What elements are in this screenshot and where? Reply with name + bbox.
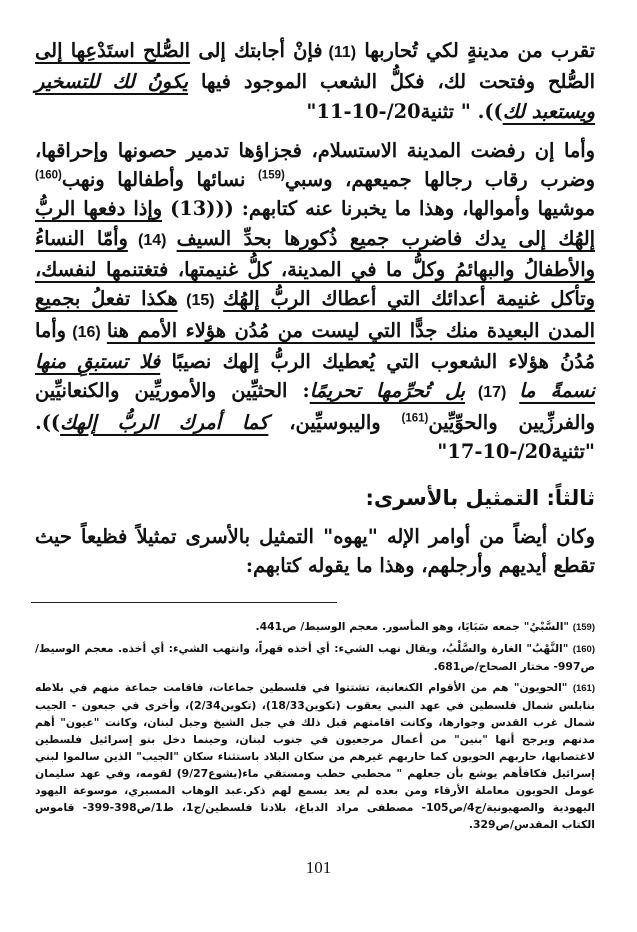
page-number: 101 [305, 858, 332, 877]
footnote-161 [35, 679, 595, 833]
text-segment: واليبوسيِّين، [268, 410, 402, 434]
footnote-marker: (161) [401, 412, 429, 425]
text-segment: يكونُ لك للتسخير ويستعبد لك [35, 70, 595, 123]
footnote-marker: (160) [35, 169, 62, 182]
text-segment: )). "تثنية20/-10-17" [35, 410, 595, 463]
footnote-159 [35, 618, 595, 636]
section-heading: ثالثاً: التمثيل بالأسرى: [365, 486, 595, 511]
text-segment: موشيها وأموالها، وهذا ما يخبرنا عنه كتابهم: (((13) [162, 197, 596, 221]
paragraph-3: وكان أيضاً من أوامر الإله "يهوه" التمثيل بالأسرى تمثيلاً فظيعاً حيث تقطع أيديهم وأرجلهم، وهذا ما يقوله كتابهم: [35, 525, 595, 578]
text-segment: فإنْ أجابتك إلى [190, 39, 323, 62]
footnote-marker: (159) [257, 169, 285, 182]
text-segment: وأما إن رفضت المدينة الاستسلام، فجزاؤها تدمير حصونها وإحراقها، وضرب رقاب رجالها جميعهم، وسبي [35, 138, 595, 192]
text-segment: نسائها وأطفالها ونهب [61, 168, 258, 192]
footnote-ref: (161) [572, 683, 596, 694]
text-segment: بل تُحرِّمها تحريمًا [309, 379, 466, 403]
footnotes [35, 618, 595, 837]
text-segment: فلا تستبقِ منها نسمةً ما [35, 349, 595, 403]
footnote-ref: (160) [572, 644, 595, 655]
footnote-text: "الحويون" هم من الأقوام الكنعانية، تشتتوا في فلسطين جماعات، فاقامت جماعة منهم في بلاطه بنابلس شمال فلسطين في عهد النبي يعقوب (تكوين18/33)، (تكوين2/34)، وأخرى في جبعون - الجيب شمال غرب القدس وجوارها، وكانت اقامتهم قبل ذلك في جبل الشيخ وجبل لبنان، وكانت "عيون" أهم مدنهم ويرجح أنها "بنين" من أعمال مرجعيون في جنوب لبنان، وحينما دخل بنو إسرائيل فلسطين لاغتصابها، حاربهم الحويون كما حاربهم غيرهم من سكان البلاد باستثناء سكان "الجيب" الذين سالموا لبني إسرائيل فكافأهم يوشع بأن جعلهم " محطبي حطب ومستقي ماء(يشوع9/27) لقومه، وفي عهد سليمان عومل الحويون معاملة الأرقاء ومن بعده لم يعد يسمع لهم ذكر.عبد الوهاب المسيري، موسوعة اليهود اليهودية والصهيونية/ج4/ص105- مصطفى مراد الدباغ، بلادنا فلسطين/ج1، ط1/ص398-399- قاموس الكتاب المقدس/ص329. [35, 681, 596, 831]
footnote-divider [31, 602, 337, 603]
verse-number: (17) [465, 384, 520, 402]
text-segment: وأما مُدُنُ هؤلاء الشعوب التي يُعطيك الربُّ إلهك نصيبًا [35, 318, 595, 373]
text-segment: هكذا تفعلُ بجميع المدن البعيدة منك جدًّا التي ليست من مُدُن هؤلاء الأمم هنا [35, 287, 595, 342]
verse-number: (11) [322, 44, 357, 61]
text-segment: وإذا دفعها الربُّ إلهُك إلى يدك فاضرب جميع ذُكورها بحدِّ السيف [35, 197, 595, 250]
paragraph-2 [35, 136, 595, 466]
footnote-text: "النَّهْبُ" الغارة والسَّلْبُ، ويقال نهب الشيء: أي أخذه قهراً، وانتهب الشيء: أي أخذه. معجم الوسيط/ص997- مختار الصحاح/ص681. [35, 642, 595, 673]
text-segment: : الحثيِّين والأموريِّين والكنعانيِّين والفرزِّيين والحوِّيِّين [35, 379, 595, 434]
paragraph-1 [35, 36, 595, 126]
text-segment: الصُّلح استَدْعِها إلى [35, 39, 191, 62]
text-segment: الصُّلح وفتحت لك، فكلُّ الشعب الموجود فيها [188, 70, 595, 94]
verse-number: (15) [177, 292, 224, 310]
verse-number: (16) [66, 323, 107, 341]
main-text [35, 36, 595, 591]
verse-number: (14) [127, 231, 177, 249]
footnote-160 [35, 640, 595, 675]
text-segment: كما أمرك الربُّ إلهك [60, 410, 269, 434]
text-segment: )). " تثنية20/-10-11" [306, 99, 503, 123]
text-segment: وأمّا النساءُ والأطفالُ والبهائمُ وكلُّ ما في المدينة، كلُّ غنيمتها، فتغتنمها لنفسك، وتأكل غنيمة أعدائك التي أعطاك الربُّ إلهُك [35, 226, 596, 311]
text-segment: تقرب من مدينةٍ لكي تُحاربها [356, 39, 596, 62]
footnote-text: "السَّبْيُ" جمعه سَبَايَا، وهو المأسور. معجم الوسيط/ ص441. [255, 620, 570, 633]
footnote-ref: (159) [572, 622, 595, 633]
